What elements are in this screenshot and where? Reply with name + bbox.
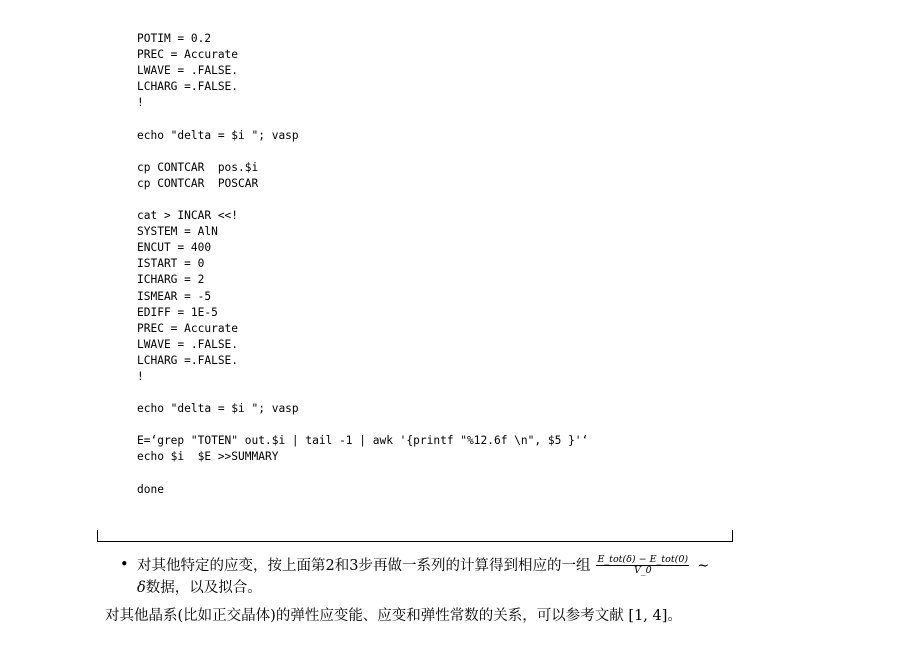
code-line: echo "delta = $i "; vasp	[137, 128, 299, 142]
code-line: ISTART = 0	[137, 257, 205, 271]
code-line	[137, 417, 588, 433]
code-line: SYSTEM = AlN	[137, 225, 218, 239]
code-line	[137, 111, 588, 127]
code-line: cat > INCAR <<!	[137, 209, 239, 223]
code-line	[137, 192, 588, 208]
code-frame-bottom	[97, 530, 733, 542]
code-line: POTIM = 0.2	[137, 32, 212, 45]
code-line	[137, 144, 588, 160]
bullet-text	[137, 555, 737, 598]
bullet-dot: •	[120, 557, 129, 573]
body-paragraph: 对其他晶系(比如正交晶体)的弹性应变能、应变和弹性常数的关系，可以参考文献 [1, 4]。	[105, 608, 682, 624]
code-line	[137, 466, 588, 482]
bullet-text-after: 数据，以及拟合。	[145, 580, 262, 596]
code-line: LWAVE = .FALSE.	[137, 337, 239, 351]
sim-symbol: ∼	[697, 557, 710, 574]
code-line: cp CONTCAR POSCAR	[137, 176, 259, 190]
code-line: ENCUT = 400	[137, 241, 212, 255]
code-line	[137, 385, 588, 401]
code-line: ISMEAR = -5	[137, 289, 212, 303]
code-line: !	[137, 369, 144, 383]
code-listing	[137, 31, 588, 498]
code-line: cp CONTCAR pos.$i	[137, 160, 259, 174]
fraction-numerator: E_tot(δ) − E_tot(0)	[597, 554, 689, 565]
code-line: LCHARG =.FALSE.	[137, 353, 239, 367]
code-line: done	[137, 482, 164, 496]
code-line: echo $i $E >>SUMMARY	[137, 450, 279, 464]
fraction-denominator: V_0	[633, 565, 652, 576]
code-line: PREC = Accurate	[137, 48, 239, 62]
code-line: !	[137, 96, 144, 110]
delta-symbol: δ	[137, 580, 146, 596]
code-line: LCHARG =.FALSE.	[137, 80, 239, 94]
code-line: EDIFF = 1E-5	[137, 305, 218, 319]
code-line: E=‘grep "TOTEN" out.$i | tail -1 | awk '{printf "%12.6f \n", $5 }'‘	[137, 434, 589, 448]
code-line: PREC = Accurate	[137, 321, 239, 335]
bullet-text-before: 对其他特定的应变，按上面第2和3步再做一系列的计算得到相应的一组	[137, 557, 591, 574]
code-line: echo "delta = $i "; vasp	[137, 402, 299, 416]
code-line: LWAVE = .FALSE.	[137, 64, 239, 78]
energy-fraction	[596, 555, 689, 576]
code-line: ICHARG = 2	[137, 273, 205, 287]
